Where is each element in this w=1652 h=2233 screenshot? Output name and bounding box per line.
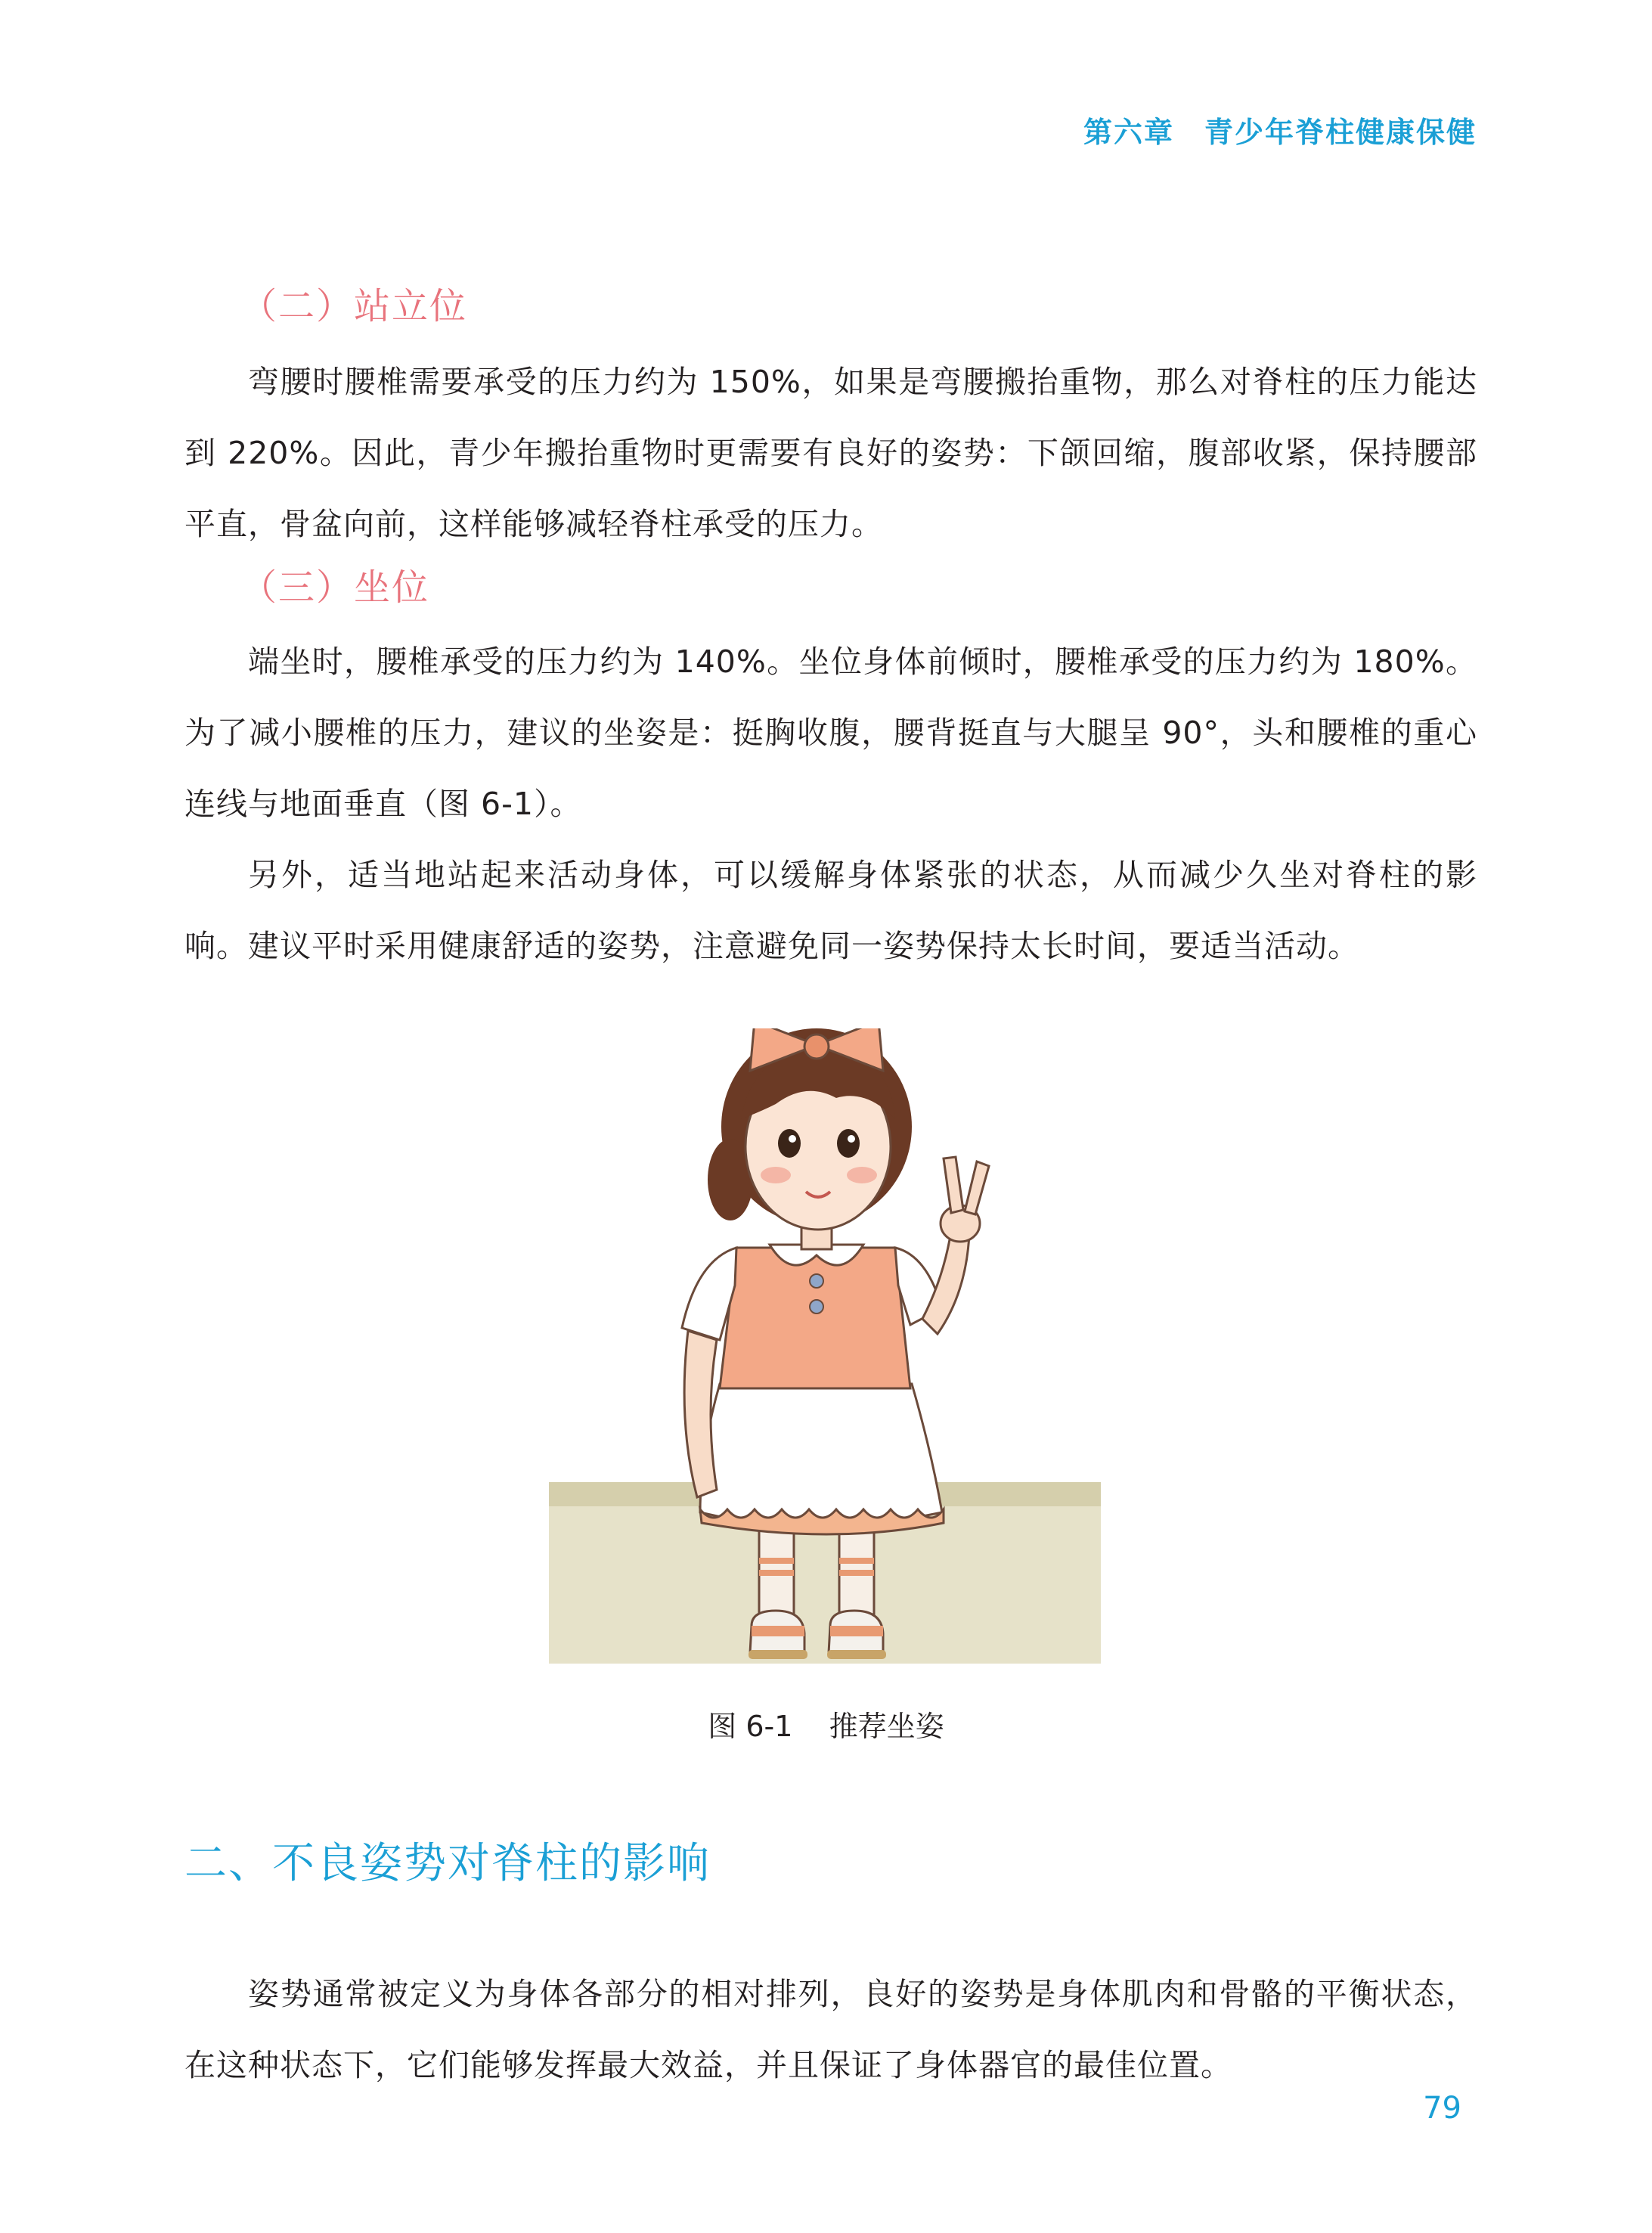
right-cheek	[847, 1167, 877, 1183]
hair-bow-knot	[804, 1034, 829, 1059]
paragraph-standing: 弯腰时腰椎需要承受的压力约为 150%，如果是弯腰搬抬重物，那么对脊柱的压力能达到 220%。因此，青少年搬抬重物时更需要有良好的姿势：下颌回缩，腹部收紧，保持腰部平直，骨盆向前，这样能够减轻脊柱承受的压力。	[184, 364, 1477, 542]
paragraph-sitting-2: 另外，适当地站起来活动身体，可以缓解身体紧张的状态，从而减少久坐对脊柱的影响。建议平时采用健康舒适的姿势，注意避免同一姿势保持太长时间，要适当活动。	[184, 857, 1477, 964]
left-eye	[778, 1129, 801, 1158]
left-sock-stripe	[759, 1558, 794, 1564]
paragraph-sitting-1: 端坐时，腰椎承受的压力约为 140%。坐位身体前倾时，腰椎承受的压力约为 180%。为了减小腰椎的压力，建议的坐姿是：挺胸收腹，腰背挺直与大腿呈 90°，头和腰椎的重心连线与地面垂直（图 6-1）。	[184, 644, 1477, 822]
right-shoe-strap	[830, 1626, 883, 1636]
left-cheek	[761, 1167, 791, 1183]
section-heading-bad-posture: 二、不良姿势对脊柱的影响	[184, 1839, 711, 1888]
left-shoe-strap	[752, 1626, 804, 1636]
dress-button	[810, 1274, 823, 1288]
running-head: 第六章 青少年脊柱健康保健	[1083, 116, 1477, 149]
subheading-sitting: （三）坐位	[240, 566, 430, 609]
figure-caption-number: 图 6-1	[708, 1710, 793, 1743]
figure-caption-title: 推荐坐姿	[829, 1710, 944, 1743]
subheading-standing: （二）站立位	[240, 285, 468, 327]
girl-sitting-illustration	[549, 1028, 1101, 1694]
dress-button	[810, 1300, 823, 1313]
figure-recommended-sitting-posture	[549, 1028, 1101, 1694]
paragraph-posture-definition: 姿势通常被定义为身体各部分的相对排列，良好的姿势是身体肌肉和骨骼的平衡状态，在这种状态下，它们能够发挥最大效益，并且保证了身体器官的最佳位置。	[184, 1976, 1477, 2083]
right-sock-stripe	[839, 1558, 874, 1564]
figure-caption	[0, 1703, 1652, 1745]
right-eye	[837, 1129, 860, 1158]
page-number: 79	[1423, 2091, 1461, 2126]
index-finger	[944, 1157, 963, 1213]
dress-bodice	[720, 1248, 910, 1388]
skirt	[700, 1384, 942, 1526]
middle-finger	[965, 1161, 989, 1214]
